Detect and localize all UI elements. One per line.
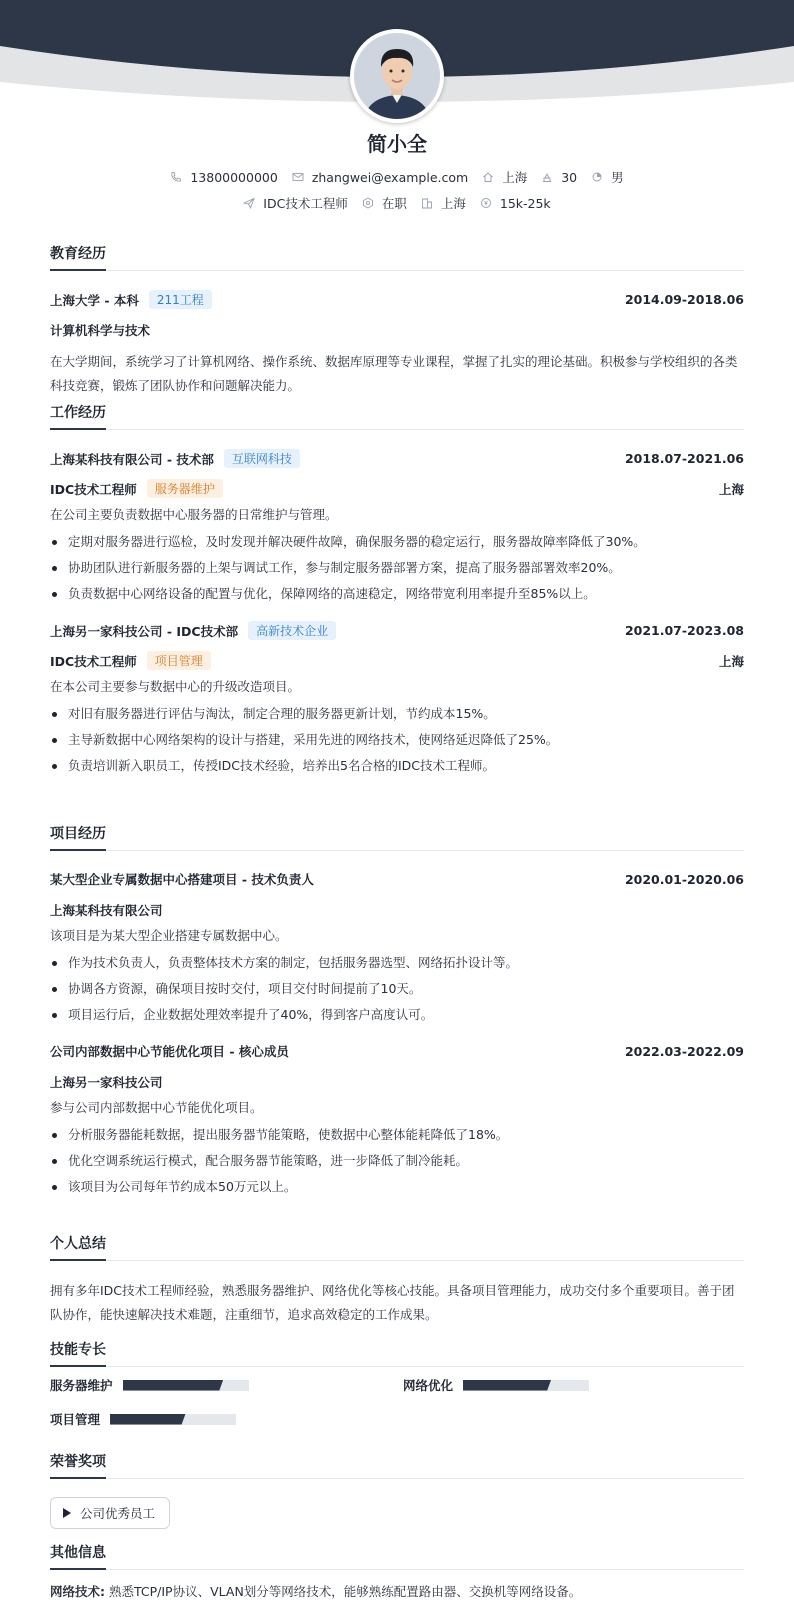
work-period: 2021.07-2023.08 [624, 623, 744, 638]
project-name: 某大型企业专属数据中心搭建项目 - 技术负责人 [50, 872, 314, 887]
skill-name: 项目管理 [50, 1412, 101, 1427]
list-item: 作为技术负责人，负责整体技术方案的制定，包括服务器选型、网络拓扑设计等。 [50, 950, 744, 976]
company-line: 上海另一家科技公司 - IDC技术部 [50, 623, 239, 639]
city-text: 上海 [502, 170, 528, 185]
school-tag: 211工程 [149, 290, 212, 309]
skills-section [50, 1339, 744, 1429]
skill-name: 服务器维护 [50, 1378, 113, 1393]
work-role-row [50, 479, 744, 498]
education-title: 教育经历 [50, 243, 744, 271]
work-header [50, 621, 744, 640]
avatar [350, 29, 444, 123]
education-description: 在大学期间，系统学习了计算机网络、操作系统、数据库原理等专业课程，掌握了扎实的理论基础。积极参与学校组织的各类科技竞赛，锻炼了团队协作和问题解决能力。 [50, 354, 738, 393]
city-item [482, 168, 527, 186]
project-period: 2020.01-2020.06 [624, 871, 744, 887]
status-item [362, 194, 407, 212]
project-bullets [50, 950, 744, 1028]
email-item [292, 170, 468, 185]
project-period: 2022.03-2022.09 [624, 1043, 744, 1059]
education-period: 2014.09-2018.06 [624, 292, 744, 307]
project-company: 上海另一家科技公司 [50, 1075, 163, 1090]
play-triangle-icon [63, 1508, 71, 1518]
list-item: 该项目为公司每年节约成本50万元以上。 [50, 1174, 744, 1200]
home-icon [482, 171, 494, 183]
status-text: 在职 [381, 196, 407, 211]
other-info-line [50, 1580, 744, 1604]
role-tag: 服务器维护 [147, 479, 223, 498]
email-text: zhangwei@example.com [311, 169, 469, 185]
summary-title: 个人总结 [50, 1233, 744, 1261]
building-icon [421, 197, 433, 209]
summary-text: 拥有多年IDC技术工程师经验，熟悉服务器维护、网络优化等核心技能。具备项目管理能力，成功交付多个重要项目。善于团队协作，能快速解决技术难题，注重细节，追求高效稳定的工作成果。 [50, 1283, 735, 1322]
list-item: 对旧有服务器进行评估与淘汰，制定合理的服务器更新计划，节约成本15%。 [50, 701, 744, 727]
skill-bar [463, 1380, 589, 1391]
awards-list [50, 1497, 744, 1529]
skill-name: 网络优化 [403, 1378, 454, 1393]
hexagon-icon [362, 197, 374, 209]
skill-bar [110, 1414, 236, 1425]
industry-tag: 高新技术企业 [248, 621, 336, 640]
work-location: 上海 [718, 481, 744, 497]
phone-icon [170, 171, 182, 183]
salary-item [480, 196, 551, 211]
skill-bar-fill [463, 1380, 551, 1391]
age-text: 30 [561, 169, 578, 185]
work-header [50, 449, 744, 468]
send-icon [243, 197, 255, 209]
work-bullets [50, 701, 744, 779]
list-item: 分析服务器能耗数据，提出服务器节能策略，使数据中心整体能耗降低了18%。 [50, 1122, 744, 1148]
other-info-label: 网络技术: [50, 1584, 105, 1599]
work-summary: 在公司主要负责数据中心服务器的日常维护与管理。 [50, 507, 338, 522]
contact-row [0, 168, 794, 186]
project-bullets [50, 1122, 744, 1200]
phone-item [170, 170, 277, 185]
list-item: 项目运行后，企业数据处理效率提升了40%，得到客户高度认可。 [50, 1002, 744, 1028]
salary-text: 15k-25k [499, 195, 551, 211]
gender-icon [591, 171, 603, 183]
age-item [541, 170, 577, 185]
skill-item [403, 1376, 589, 1394]
project-name: 公司内部数据中心节能优化项目 - 核心成员 [50, 1044, 289, 1059]
other-info-text: 熟悉TCP/IP协议、VLAN划分等网络技术，能够熟练配置路由器、交换机等网络设备。 [108, 1584, 582, 1599]
project-company-row [50, 1073, 744, 1091]
project-summary: 该项目是为某大型企业搭建专属数据中心。 [50, 928, 288, 943]
role-text: IDC技术工程师 [50, 481, 137, 497]
project-company: 上海某科技有限公司 [50, 903, 163, 918]
work-bullets [50, 529, 744, 607]
list-item: 协调各方资源，确保项目按时交付，项目交付时间提前了10天。 [50, 976, 744, 1002]
job-title-item [243, 194, 348, 212]
list-item: 负责数据中心网络设备的配置与优化，保障网络的高速稳定，网络带宽利用率提升至85%以上。 [50, 581, 744, 607]
awards-section [50, 1451, 744, 1529]
email-icon [292, 171, 304, 183]
company-line: 上海某科技有限公司 - 技术部 [50, 451, 214, 467]
skill-bar-fill [110, 1414, 186, 1425]
other-section [50, 1542, 744, 1604]
work-item [50, 449, 744, 607]
phone-text: 13800000000 [190, 169, 278, 185]
cake-icon [541, 171, 553, 183]
education-major [50, 321, 744, 339]
skill-item [50, 1410, 236, 1428]
awards-title: 荣誉奖项 [50, 1451, 744, 1479]
list-item: 协助团队进行新服务器的上架与调试工作，参与制定服务器部署方案，提高了服务器部署效率20%。 [50, 555, 744, 581]
gender-item [591, 168, 624, 186]
work-location: 上海 [718, 653, 744, 669]
project-item [50, 1042, 744, 1200]
list-item: 优化空调系统运行模式，配合服务器节能策略，进一步降低了制冷能耗。 [50, 1148, 744, 1174]
summary-section [50, 1233, 744, 1327]
project-section [50, 823, 744, 1200]
role-tag: 项目管理 [147, 651, 211, 670]
skills-title: 技能专长 [50, 1339, 744, 1367]
work-role-row [50, 651, 744, 670]
list-item: 负责培训新入职员工，传授IDC技术经验，培养出5名合格的IDC技术工程师。 [50, 753, 744, 779]
role-text: IDC技术工程师 [50, 653, 137, 669]
project-header [50, 1042, 744, 1060]
project-title: 项目经历 [50, 823, 744, 851]
avatar-portrait-icon [354, 33, 440, 119]
education-header [50, 290, 744, 309]
work-title: 工作经历 [50, 402, 744, 430]
school-line: 上海大学 - 本科 [50, 292, 139, 308]
list-item: 定期对服务器进行巡检，及时发现并解决硬件故障，确保服务器的稳定运行，服务器故障率降低了30%。 [50, 529, 744, 555]
project-header [50, 870, 744, 888]
project-item [50, 870, 744, 1028]
job-title-text: IDC技术工程师 [263, 196, 348, 211]
skill-item [50, 1376, 249, 1394]
job-intent-row [0, 194, 794, 212]
work-item [50, 621, 744, 779]
education-section [50, 243, 744, 398]
list-item: 主导新数据中心网络架构的设计与搭建，采用先进的网络技术，使网络延迟降低了25%。 [50, 727, 744, 753]
project-summary: 参与公司内部数据中心节能优化项目。 [50, 1100, 263, 1115]
award-badge [50, 1497, 170, 1529]
work-section [50, 402, 744, 779]
work-period: 2018.07-2021.06 [624, 451, 744, 466]
work-summary: 在本公司主要参与数据中心的升级改造项目。 [50, 679, 301, 694]
gender-text: 男 [611, 170, 624, 185]
project-company-row [50, 901, 744, 919]
industry-tag: 互联网科技 [224, 449, 300, 468]
work-city-text: 上海 [440, 196, 466, 211]
major-text: 计算机科学与技术 [50, 323, 151, 338]
skill-bar [123, 1380, 249, 1391]
other-title: 其他信息 [50, 1542, 744, 1570]
work-city-item [421, 194, 466, 212]
coin-icon [480, 197, 492, 209]
award-text: 公司优秀员工 [80, 1506, 156, 1521]
candidate-name: 简小全 [367, 132, 427, 156]
skill-bar-fill [123, 1380, 224, 1391]
